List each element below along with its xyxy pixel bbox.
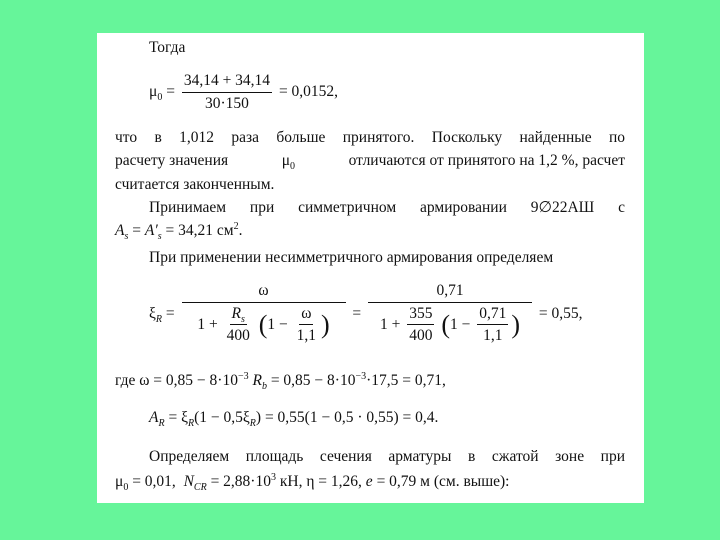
omega-exp-1: −3	[237, 370, 249, 382]
eq2-equals-2: =	[352, 304, 362, 322]
as-equals: =	[132, 222, 141, 239]
omega-part-a: где ω = 0,85 − 8·10	[115, 372, 238, 389]
ar-sub: R	[158, 418, 165, 430]
paren-open-2: (	[441, 309, 451, 339]
xi-sub: R	[155, 313, 163, 325]
equation-omega	[115, 370, 446, 393]
eq1-denominator: 30·150	[204, 94, 249, 112]
omega-part-c: ·17,5 = 0,71,	[366, 372, 446, 389]
eq2-num1: ω	[182, 283, 346, 303]
eq2-fraction-2	[368, 283, 532, 344]
eq1-mu: μ	[149, 83, 158, 101]
omega-part-b: = 0,85 − 8·10	[270, 372, 356, 389]
ar-symbol: A	[149, 409, 159, 426]
equation-ar	[149, 409, 439, 430]
eq2-equals-1: =	[165, 304, 175, 322]
equation-mu0	[149, 73, 338, 111]
eq2-one-plus-2: 1 +	[379, 315, 401, 333]
para5-line1: Определяем площадь сечения арматуры в сжатой зоне при	[149, 448, 625, 465]
e-symbol: e	[365, 473, 373, 490]
xi-symbol: ξ	[149, 304, 156, 322]
eq2-rs-fraction	[225, 306, 252, 344]
as-unit-sup: 2	[233, 220, 239, 232]
as-value: = 34,21 см	[165, 222, 234, 239]
para2-mu-symbol: μ	[281, 152, 291, 169]
eq2-071: 0,71	[477, 306, 508, 326]
eq2-rs	[230, 306, 247, 326]
p5-mu-sub: 0	[123, 482, 129, 494]
ncr-unit-eta: кН, η = 1,26,	[279, 473, 362, 490]
eq2-num2: 0,71	[368, 283, 532, 303]
as-prime-sub: s	[157, 231, 162, 243]
eq2-400-b: 400	[409, 327, 433, 344]
eq1-result: = 0,0152,	[278, 83, 339, 101]
para3-line1: Принимаем при симметричном армировании 9∅22АШ с	[149, 199, 625, 216]
ncr-sub: CR	[193, 482, 207, 494]
p5-mu: μ	[115, 473, 124, 490]
para5-line2	[115, 471, 510, 494]
para3-line2	[115, 220, 243, 243]
text-togda: Тогда	[149, 39, 186, 56]
ar-part-c: ) = 0,55(1 − 0,5 · 0,55) = 0,4.	[255, 409, 439, 426]
paren-close-1: )	[321, 309, 330, 339]
paren-close-2: )	[511, 309, 521, 339]
eq2-400: 400	[226, 327, 250, 344]
rs-sub: s	[241, 313, 245, 325]
p5-mu-value: = 0,01,	[132, 473, 176, 490]
para2-line2	[115, 152, 625, 173]
para2-mu-sub: 0	[290, 161, 296, 173]
xi-r-symbol	[149, 304, 163, 325]
eq2-den1	[195, 303, 331, 344]
eq2-one-minus-2: 1 −	[450, 315, 471, 333]
eq2-result: = 0,55,	[538, 304, 583, 322]
ar-part-a: = ξ	[168, 409, 188, 426]
rs-symbol: R	[231, 304, 242, 322]
as-prime-symbol: A′	[144, 222, 158, 239]
eq2-11-b: 1,1	[483, 327, 503, 344]
eq1-equals: =	[166, 83, 175, 101]
equation-xi-r	[149, 283, 583, 344]
ar-part-b: (1 − 0,5ξ	[194, 409, 250, 426]
para2-mu	[281, 152, 296, 173]
ar-xi-sub-1: R	[187, 418, 195, 430]
para2-line3: считается законченным.	[115, 176, 275, 193]
eq2-one-minus-1: 1 −	[267, 315, 288, 333]
eq1-fraction	[182, 73, 272, 111]
eq2-355-fraction	[407, 306, 434, 344]
eq2-omega-fraction	[295, 306, 318, 344]
as-sub: s	[124, 231, 129, 243]
ncr-value: = 2,88·10	[210, 473, 271, 490]
eq2-355: 355	[407, 306, 434, 326]
document-page	[97, 33, 644, 503]
as-end: .	[238, 222, 243, 239]
rb-sub: b	[261, 381, 267, 393]
e-value: = 0,79 м (см. выше):	[376, 473, 510, 490]
para2-line1: что в 1,012 раза больше принятого. Поскольку найденные по	[115, 129, 625, 146]
para2-text-a: расчету значения	[115, 152, 229, 169]
ncr-symbol: N	[183, 473, 194, 490]
ncr-exp: 3	[270, 471, 276, 483]
as-symbol: A	[115, 222, 125, 239]
para2-text-b: отличаются от принятого на 1,2 %, расчет	[348, 152, 625, 169]
ar-xi-sub-2: R	[249, 418, 256, 430]
eq2-den2	[378, 303, 522, 344]
para4: При применении несимметричного армирования определяем	[149, 249, 554, 266]
eq1-mu-sub: 0	[157, 92, 163, 104]
eq2-fraction-1	[182, 283, 346, 344]
eq2-omega: ω	[299, 306, 313, 326]
eq2-071-fraction	[477, 306, 508, 344]
paren-open-1: (	[258, 309, 268, 339]
rb-symbol: R	[252, 372, 262, 389]
eq2-11-a: 1,1	[296, 327, 317, 344]
omega-exp-2: −3	[355, 370, 367, 382]
eq1-numerator: 34,14 + 34,14	[182, 73, 272, 93]
eq2-one-plus-1: 1 +	[197, 315, 218, 333]
